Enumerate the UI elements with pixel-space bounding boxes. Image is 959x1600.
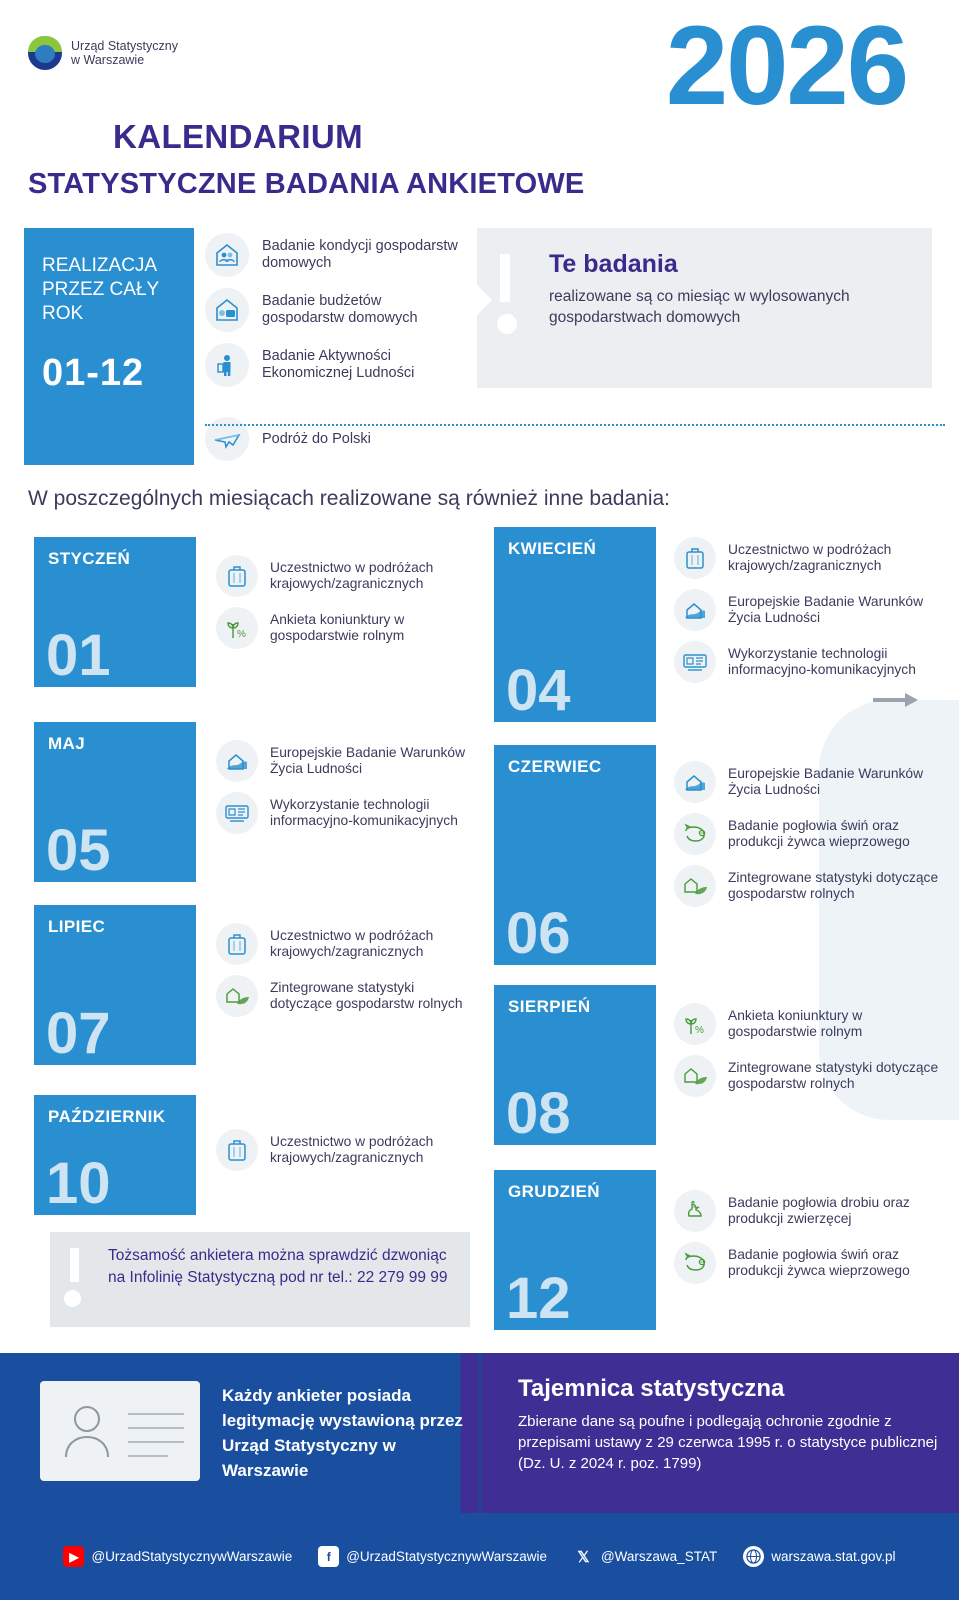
list-item-label: Uczestnictwo w podróżach krajowych/zagranicznych	[270, 559, 434, 591]
farm-icon	[674, 865, 716, 907]
all-year-label-1: REALIZACJA	[42, 255, 158, 276]
section-subtitle: W poszczególnych miesiącach realizowane są również inne badania:	[28, 487, 671, 510]
suitcase-icon	[216, 923, 258, 965]
month-name: STYCZEŃ	[48, 549, 131, 568]
house-hill-icon	[674, 589, 716, 631]
month-survey-list	[674, 537, 944, 693]
month-badge	[34, 722, 196, 882]
worker-icon	[205, 343, 249, 387]
month-badge	[34, 537, 196, 687]
farm-icon	[674, 1055, 716, 1097]
list-item	[674, 537, 944, 579]
month-badge	[494, 1170, 656, 1330]
all-year-label-3: ROK	[42, 303, 84, 324]
list-item-label: Zintegrowane statystyki dotyczące gospodarstw rolnych	[728, 869, 939, 901]
list-item-label: Ankieta koniunktury w gospodarstwie rolnym	[728, 1007, 863, 1039]
social-label[interactable]: warszawa.stat.gov.pl	[771, 1549, 896, 1564]
hotline-info-box	[50, 1232, 470, 1327]
header	[0, 0, 959, 215]
all-year-section	[0, 228, 959, 473]
list-item-label: Zintegrowane statystyki dotyczące gospodarstw rolnych	[728, 1059, 939, 1091]
list-item	[674, 589, 944, 631]
list-item-label: Europejskie Badanie Warunków Życia Ludności	[728, 765, 924, 797]
id-card-illustration	[40, 1381, 200, 1481]
list-item	[205, 342, 465, 388]
chicken-icon	[674, 1190, 716, 1232]
pig-icon	[674, 1242, 716, 1284]
month-survey-list	[216, 740, 476, 844]
hotline-text: Tożsamość ankietera można sprawdzić dzwoniąc na Infolinię Statystyczną pod nr tel.: 22 279 99 99	[108, 1247, 448, 1286]
organization-name	[71, 39, 178, 67]
household-icon	[205, 233, 249, 277]
crop-percent-icon	[216, 607, 258, 649]
month-survey-list	[216, 555, 476, 659]
arrow-right-icon	[873, 695, 919, 705]
all-year-label-2: PRZEZ CAŁY	[42, 279, 160, 300]
list-item-label: Badanie budżetów gospodarstw domowych	[262, 293, 418, 326]
ict-icon	[216, 792, 258, 834]
footer-left-text: Każdy ankieter posiada legitymację wystawioną przez Urząd Statystyczny w Warszawie	[222, 1386, 463, 1480]
list-item-label: Podróż do Polski	[262, 430, 371, 447]
organization-logo	[28, 36, 178, 70]
org-line-1: Urząd Statystyczny	[71, 39, 178, 53]
globe-icon[interactable]	[743, 1546, 764, 1567]
month-name: PAŹDZIERNIK	[48, 1107, 166, 1126]
callout-title: Te badania	[549, 250, 678, 278]
month-name: MAJ	[48, 734, 86, 753]
page-title-line2: STATYSTYCZNE BADANIA ANKIETOWE	[28, 168, 585, 200]
divider	[205, 424, 945, 426]
logo-mark-icon	[28, 36, 62, 70]
footer-right-title: Tajemnica statystyczna	[518, 1375, 785, 1402]
list-item-label: Badanie Aktywności Ekonomicznej Ludności	[262, 348, 415, 381]
house-hill-icon	[216, 740, 258, 782]
list-item	[674, 761, 944, 803]
month-survey-list	[216, 1129, 476, 1181]
month-badge	[494, 745, 656, 965]
social-label[interactable]: @Warszawa_STAT	[600, 1549, 718, 1564]
list-item-label: Wykorzystanie technologii informacyjno-komunikacyjnych	[728, 645, 916, 677]
list-item	[216, 555, 476, 597]
month-survey-list	[674, 1003, 944, 1107]
list-item-label: Uczestnictwo w podróżach krajowych/zagranicznych	[728, 541, 892, 573]
list-item	[216, 607, 476, 649]
house-hill-icon	[674, 761, 716, 803]
month-card-kwiecien	[494, 527, 944, 722]
list-item	[216, 740, 476, 782]
month-survey-list	[216, 923, 476, 1027]
all-year-months: 01-12	[42, 352, 145, 394]
month-name: GRUDZIEŃ	[508, 1182, 600, 1201]
callout-box	[477, 228, 932, 388]
list-item-label: Wykorzystanie technologii informacyjno-komunikacyjnych	[270, 796, 458, 828]
svg-text:%: %	[237, 629, 246, 640]
month-name: CZERWIEC	[508, 757, 602, 776]
month-card-czerwiec	[494, 745, 944, 965]
list-item	[674, 641, 944, 683]
exclamation-icon	[68, 1248, 81, 1307]
list-item-label: Europejskie Badanie Warunków Życia Ludności	[270, 744, 466, 776]
all-year-badge	[24, 228, 194, 465]
month-badge	[494, 527, 656, 722]
farm-icon	[216, 975, 258, 1017]
month-number: 05	[46, 818, 111, 883]
facebook-icon[interactable]: f	[318, 1546, 339, 1567]
suitcase-icon	[674, 537, 716, 579]
month-card-pazdziernik	[34, 1095, 474, 1215]
list-item	[205, 287, 465, 333]
year-heading: 2026	[665, 3, 907, 128]
social-label[interactable]: @UrzadStatystycznywWarszawie	[91, 1549, 293, 1564]
month-card-lipiec	[34, 905, 474, 1065]
x-twitter-icon[interactable]: 𝕏	[573, 1546, 594, 1567]
month-number: 06	[506, 901, 571, 966]
ict-icon	[674, 641, 716, 683]
list-item-label: Badanie pogłowia świń oraz produkcji żywca wieprzowego	[728, 817, 910, 849]
avatar-icon	[58, 1399, 116, 1461]
callout-text: realizowane są co miesiąc w wylosowanych gospodarstwach domowych	[549, 288, 850, 326]
month-badge	[34, 1095, 196, 1215]
social-youtube[interactable]	[63, 1546, 292, 1567]
month-card-grudzien	[494, 1170, 944, 1330]
month-name: SIERPIEŃ	[508, 997, 591, 1016]
list-item-label: Badanie kondycji gospodarstw domowych	[262, 238, 458, 271]
callout-arrow-icon	[476, 284, 492, 316]
month-card-styczen	[34, 537, 474, 687]
month-number: 04	[506, 658, 571, 723]
list-item	[674, 813, 944, 855]
list-item	[674, 1190, 944, 1232]
exclamation-icon	[497, 254, 513, 334]
footer-divider	[478, 1353, 482, 1513]
social-facebook[interactable]	[318, 1546, 547, 1567]
social-label[interactable]: @UrzadStatystycznywWarszawie	[346, 1549, 547, 1564]
month-survey-list	[674, 1190, 944, 1294]
list-item	[674, 865, 944, 907]
footer-right-text: Zbierane dane są poufne i podlegają ochronie zgodnie z przepisami ustawy z 29 czerwca 1995 r. o statystyce publicznej (Dz. U. z 2024 r. poz. 1799)	[518, 1413, 938, 1472]
list-item	[674, 1055, 944, 1097]
org-line-2: w Warszawie	[71, 53, 145, 67]
list-item	[205, 416, 465, 462]
month-name: LIPIEC	[48, 917, 106, 936]
list-item-label: Uczestnictwo w podróżach krajowych/zagranicznych	[270, 927, 434, 959]
footer	[0, 1353, 959, 1513]
all-year-survey-list	[205, 232, 465, 471]
month-number: 08	[506, 1081, 571, 1146]
list-item	[674, 1242, 944, 1284]
month-card-sierpien	[494, 985, 944, 1145]
page-title-line1: KALENDARIUM	[113, 118, 364, 155]
month-number: 01	[46, 623, 111, 688]
list-item	[216, 1129, 476, 1171]
month-badge	[494, 985, 656, 1145]
social-bar	[0, 1513, 959, 1600]
list-item-label: Badanie pogłowia świń oraz produkcji żywca wieprzowego	[728, 1246, 910, 1278]
crop-percent-icon	[674, 1003, 716, 1045]
month-number: 07	[46, 1001, 111, 1066]
list-item	[674, 1003, 944, 1045]
month-number: 12	[506, 1266, 571, 1331]
social-x[interactable]	[573, 1546, 717, 1567]
list-item-label: Ankieta koniunktury w gospodarstwie rolnym	[270, 611, 405, 643]
suitcase-icon	[216, 555, 258, 597]
pig-icon	[674, 813, 716, 855]
month-card-maj	[34, 722, 474, 882]
list-item-label: Badanie pogłowia drobiu oraz produkcji zwierzęcej	[728, 1194, 910, 1226]
list-item-label: Europejskie Badanie Warunków Życia Ludności	[728, 593, 924, 625]
suitcase-icon	[216, 1129, 258, 1171]
list-item	[205, 232, 465, 278]
list-item	[216, 792, 476, 834]
social-website[interactable]	[743, 1546, 895, 1567]
budget-icon	[205, 288, 249, 332]
month-survey-list	[674, 761, 944, 917]
list-item-label: Zintegrowane statystyki dotyczące gospodarstw rolnych	[270, 979, 463, 1011]
month-badge	[34, 905, 196, 1065]
month-number: 10	[46, 1151, 111, 1216]
list-item	[216, 923, 476, 965]
youtube-icon[interactable]: ▶	[63, 1546, 84, 1567]
svg-text:%: %	[695, 1025, 704, 1036]
list-item	[216, 975, 476, 1017]
month-name: KWIECIEŃ	[508, 539, 597, 558]
list-item-label: Uczestnictwo w podróżach krajowych/zagranicznych	[270, 1133, 434, 1165]
